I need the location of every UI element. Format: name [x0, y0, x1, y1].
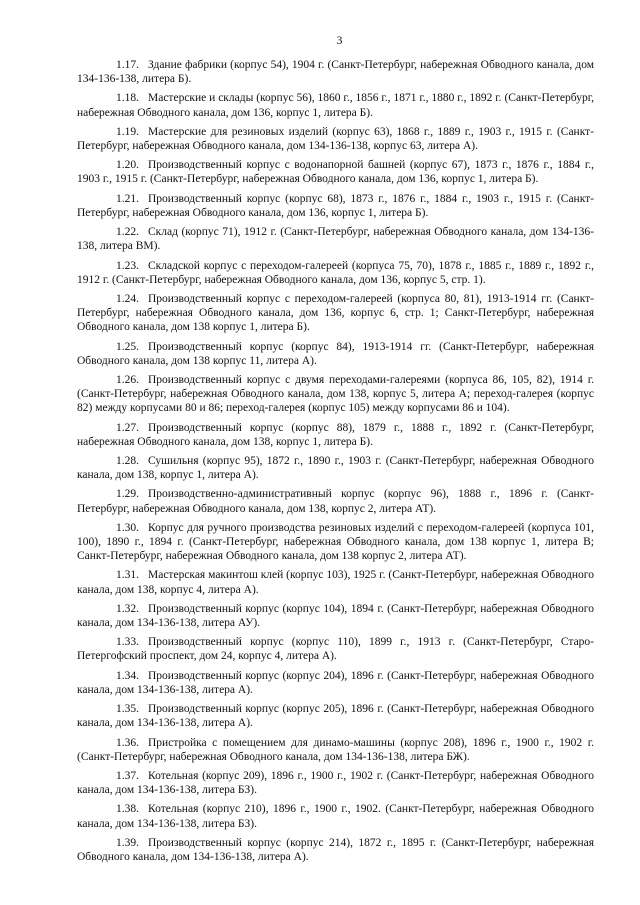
item-text: Производственный корпус (корпус 68), 1873 г., 1876 г., 1884 г., 1903 г., 1915 г. (Санкт-Петербург, набережная Обводного канала, дом 136, корпус 1, литера Б).: [77, 192, 594, 219]
item-number: 1.18.: [116, 92, 139, 105]
list-item: [77, 736, 594, 764]
item-text: Производственный корпус (корпус 204), 1896 г. (Санкт-Петербург, набережная Обводного канала, дом 134-136-138, литера А).: [77, 669, 594, 696]
list-item: [77, 702, 594, 730]
item-text: Производственный корпус с водонапорной башней (корпус 67), 1873 г., 1876 г., 1884 г., 1903 г., 1915 г. (Санкт-Петербург, набережная Обводного канала, дом 136, корпус 1, литера Б).: [77, 159, 594, 186]
item-list: [77, 58, 594, 864]
item-number: 1.28.: [116, 455, 139, 467]
item-number: 1.39.: [116, 836, 139, 849]
item-text: Производственный корпус (корпус 214), 1872 г., 1895 г. (Санкт-Петербург, набережная Обводного канала, дом 134-136-138, литера А).: [77, 836, 594, 863]
list-item: [77, 225, 594, 253]
item-text: Здание фабрики (корпус 54), 1904 г. (Санкт-Петербург, набережная Обводного канала, дом 134-136-138, литера Б).: [77, 59, 594, 86]
item-text: Производственный корпус (корпус 84), 1913-1914 гг. (Санкт-Петербург, набережная Обводного канала, дом 138 корпус 11, литера А).: [77, 340, 594, 367]
item-text: Мастерские для резиновых изделий (корпус 63), 1868 г., 1889 г., 1903 г., 1915 г. (Санкт-Петербург, набережная Обводного канала, дом 134-136-138, корпус 63, литера А).: [77, 125, 594, 152]
item-number: 1.20.: [116, 159, 139, 172]
item-number: 1.17.: [116, 59, 139, 71]
item-number: 1.21.: [116, 192, 139, 205]
item-text: Котельная (корпус 210), 1896 г., 1900 г., 1902. (Санкт-Петербург, набережная Обводного канала, дом 134-136-138, литера БЗ).: [77, 803, 594, 830]
item-number: 1.33.: [116, 636, 139, 649]
list-item: [77, 292, 594, 334]
item-number: 1.19.: [116, 125, 139, 138]
item-number: 1.37.: [116, 770, 139, 783]
item-text: Котельная (корпус 209), 1896 г., 1900 г., 1902 г. (Санкт-Петербург, набережная Обводного канала, дом 134-136-138, литера БЗ).: [77, 770, 594, 797]
item-text: Производственный корпус с двумя переходами-галереями (корпуса 86, 105, 82), 1914 г. (Санкт-Петербург, набережная Обводного канала, дом 138, корпус 5, литера А; переход-галерея (корпус 82) между корпусами 80 и 86; переход-галерея (корпус 105) между корпусами 86 и 104).: [77, 374, 594, 415]
list-item: [77, 340, 594, 368]
item-number: 1.30.: [116, 521, 139, 534]
list-item: [77, 192, 594, 220]
item-number: 1.32.: [116, 602, 139, 615]
item-text: Производственный корпус (корпус 110), 1899 г., 1913 г. (Санкт-Петербург, Старо-Петергофский проспект, дом 24, корпус 4, литера А).: [77, 636, 594, 663]
list-item: [77, 454, 594, 482]
page-number: 3: [336, 35, 343, 47]
list-item: [77, 568, 594, 596]
list-item: [77, 421, 594, 449]
list-item: [77, 58, 594, 86]
item-text: Корпус для ручного производства резиновых изделий с переходом-галереей (корпуса 101, 100), 1890 г., 1894 г. (Санкт-Петербург, набережная Обводного канала, дом 138 корпус 1, литера В; Санкт-Петербург, набережная Обводного канала, дом 138 корпус 2, литера АТ).: [77, 521, 594, 563]
item-number: 1.25.: [116, 340, 139, 353]
item-number: 1.35.: [116, 703, 139, 716]
item-number: 1.38.: [116, 803, 139, 816]
item-text: Склад (корпус 71), 1912 г. (Санкт-Петербург, набережная Обводного канала, дом 134-136-138, литера ВМ).: [77, 226, 594, 253]
list-item: [77, 259, 594, 287]
item-number: 1.34.: [116, 669, 139, 682]
list-item: [77, 158, 594, 186]
item-text: Производственный корпус (корпус 88), 1879 г., 1888 г., 1892 г. (Санкт-Петербург, набережная Обводного канала, дом 138, корпус 1, литера Б).: [77, 421, 594, 448]
item-text: Производственно-административный корпус (корпус 96), 1888 г., 1896 г. (Санкт-Петербург, набережная Обводного канала, дом 138, корпус 2, литера АТ).: [77, 488, 594, 515]
list-item: [77, 602, 594, 630]
item-text: Сушильня (корпус 95), 1872 г., 1890 г., 1903 г. (Санкт-Петербург, набережная Обводного канала, дом 138, корпус 1, литера А).: [77, 455, 594, 482]
item-number: 1.31.: [116, 569, 139, 582]
item-number: 1.27.: [116, 421, 139, 434]
item-text: Производственный корпус (корпус 104), 1894 г. (Санкт-Петербург, набережная Обводного канала, дом 134-136-138, литера АУ).: [77, 602, 594, 629]
list-item: [77, 802, 594, 830]
item-number: 1.22.: [116, 226, 139, 239]
item-number: 1.24.: [116, 293, 139, 306]
list-item: [77, 91, 594, 119]
item-number: 1.26.: [116, 374, 139, 387]
list-item: [77, 521, 594, 563]
item-text: Пристройка с помещением для динамо-машины (корпус 208), 1896 г., 1900 г., 1902 г. (Санкт-Петербург, набережная Обводного канала, дом 134-136-138, литера БЖ).: [77, 736, 594, 763]
list-item: [77, 769, 594, 797]
item-number: 1.36.: [116, 736, 139, 749]
item-text: Мастерские и склады (корпус 56), 1860 г., 1856 г., 1871 г., 1880 г., 1892 г. (Санкт-Петербург, набережная Обводного канала, дом 136, корпус 1, литера Б).: [77, 92, 594, 119]
item-number: 1.23.: [116, 259, 139, 272]
list-item: [77, 669, 594, 697]
list-item: [77, 635, 594, 663]
list-item: [77, 836, 594, 864]
item-text: Производственный корпус (корпус 205), 1896 г. (Санкт-Петербург, набережная Обводного канала, дом 134-136-138, литера А).: [77, 703, 594, 730]
item-text: Производственный корпус с переходом-галереей (корпуса 80, 81), 1913-1914 гг. (Санкт-Петербург, набережная Обводного канала, дом 136, корпус 6, стр. 1; Санкт-Петербург, набережная Обводного канала, дом 138 корпус 1, литера Б).: [77, 293, 594, 334]
list-item: [77, 373, 594, 415]
list-item: [77, 125, 594, 153]
item-text: Мастерская макинтош клей (корпус 103), 1925 г. (Санкт-Петербург, набережная Обводного канала, дом 138, корпус 4, литера А).: [77, 569, 594, 596]
item-number: 1.29.: [116, 488, 139, 501]
list-item: [77, 487, 594, 515]
item-text: Складской корпус с переходом-галереей (корпуса 75, 70), 1878 г., 1885 г., 1889 г., 1892 г., 1912 г. (Санкт-Петербург, набережная Обводного канала, дом 136, корпус 5, стр. 1).: [77, 259, 594, 286]
